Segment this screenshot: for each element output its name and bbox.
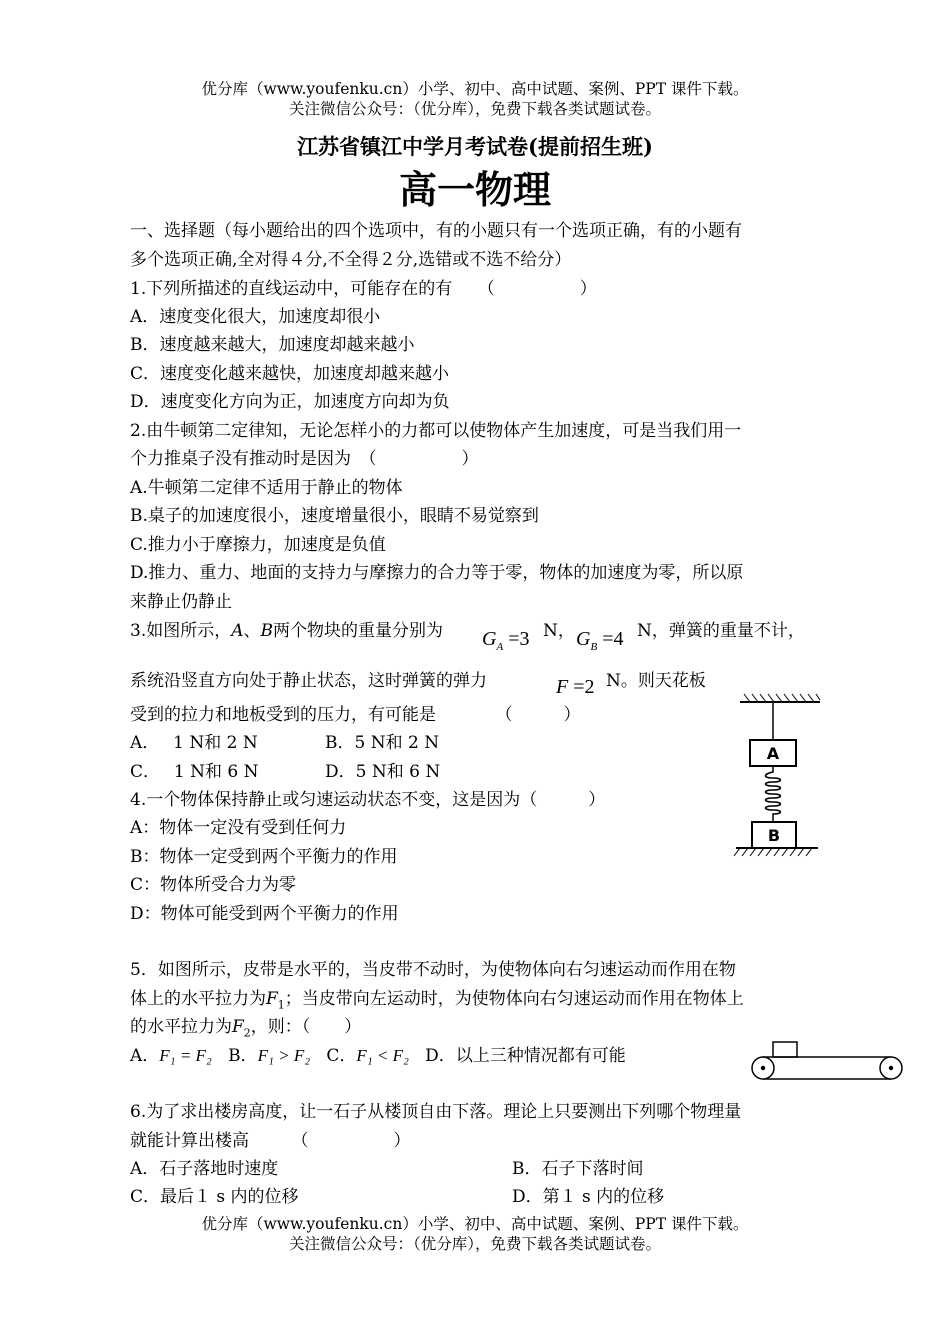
exam-subject: 高一物理 <box>398 167 551 212</box>
q3-gb-formula <box>576 627 623 659</box>
q5-option-c-expr: F₁ < F₂ <box>356 1046 409 1065</box>
exam-title: 江苏省镇江中学月考试卷(提前招生班) <box>297 134 653 159</box>
q2-stem-line1: 2.由牛顿第二定律知，无论怎样小的力都可以使物体产生加速度，可是当我们用一 <box>130 421 742 441</box>
q4-option-a: A：物体一定没有受到任何力 <box>130 818 347 838</box>
section1-intro-line1: 一、选择题（每小题给出的四个选项中，有的小题只有一个选项正确，有的小题有 <box>130 221 742 241</box>
q3-sep: 、 <box>243 621 261 641</box>
q6-option-a: A．石子落地时速度 <box>130 1159 279 1179</box>
header-line-2: 关注微信公众号：（优分库），免费下载各类试题试卷。 <box>288 100 661 118</box>
q3-f-value: =2 <box>568 676 595 698</box>
q4-option-b: B：物体一定受到两个平衡力的作用 <box>130 847 398 867</box>
q3-unit-2: N，弹簧的重量不计， <box>637 621 805 641</box>
q1-option-d: D．速度变化方向为正，加速度方向却为负 <box>130 392 450 412</box>
q3-option-b: B．5 N和 2 N <box>325 733 440 753</box>
q5-stem-line2-a: 体上的水平拉力为 <box>130 989 266 1009</box>
q5-object <box>773 1042 797 1057</box>
q3-gb-value: =4 <box>597 628 624 650</box>
header-line-1: 优分库（www.youfenku.cn）小学、初中、高中试题、案例、PPT 课件下载。 <box>201 80 749 98</box>
q2-option-a: A.牛顿第二定律不适用于静止的物体 <box>130 478 403 498</box>
q5-stem-line3-b: ，则：（ ） <box>250 1017 362 1037</box>
q1-option-c: C．速度变化越来越快，加速度却越来越小 <box>130 364 450 384</box>
q3-block-a-label: A <box>766 744 780 763</box>
q3-stem-line2-suffix: N。则天花板 <box>606 671 706 691</box>
q1-option-a: A．速度变化很大，加速度却很小 <box>130 307 381 327</box>
q3-block-b-label: B <box>767 826 781 845</box>
q5-stem-line3 <box>130 1016 361 1044</box>
q2-option-d-line2: 来静止仍静止 <box>130 592 232 612</box>
q5-belt-figure <box>745 1038 910 1086</box>
q3-option-a: A． 1 N和 2 N <box>130 733 258 753</box>
q2-option-d-line1: D.推力、重力、地面的支持力与摩擦力的合力等于零，物体的加速度为零，所以原 <box>130 563 744 583</box>
footer-line-2: 关注微信公众号：（优分库），免费下载各类试题试卷。 <box>288 1235 661 1253</box>
q3-ga-value: =3 <box>503 628 530 650</box>
q3-var-a: A <box>231 621 244 641</box>
q5-option-a-label: A． <box>130 1046 160 1066</box>
q3-stem-line2-prefix: 系统沿竖直方向处于静止状态，这时弹簧的弹力 <box>130 671 487 691</box>
section1-intro-line2: 多个选项正确,全对得４分,不全得２分,选错或不选不给分） <box>130 250 572 270</box>
q6-stem-line1: 6.为了求出楼房高度，让一石子从楼顶自由下落。理论上只要测出下列哪个物理量 <box>130 1102 742 1122</box>
q5-stem-line2 <box>130 988 744 1016</box>
q3-ga-symbol: G <box>482 628 497 650</box>
q3-option-c: C． 1 N和 6 N <box>130 762 259 782</box>
q6-option-d: D．第１ s 内的位移 <box>512 1187 665 1207</box>
q5-option-a-expr: F₁ = F₂ <box>159 1046 212 1065</box>
q6-option-b: B．石子下落时间 <box>512 1159 644 1179</box>
q1-stem: 1.下列所描述的直线运动中，可能存在的有 （ ） <box>130 279 597 299</box>
q5-option-c-label: C． <box>326 1046 357 1066</box>
q3-f-symbol: F <box>556 676 569 698</box>
q5-f1-subscript: 1 <box>277 998 285 1012</box>
q1-option-b: B．速度越来越大，加速度却越来越小 <box>130 335 415 355</box>
q2-option-b: B.桌子的加速度很小，速度增量很小，眼睛不易觉察到 <box>130 506 539 526</box>
q5-option-d: D．以上三种情况都有可能 <box>425 1046 626 1066</box>
q5-options <box>130 1045 626 1067</box>
q3-stem-line3: 受到的拉力和地板受到的压力，有可能是 （ ） <box>130 705 581 725</box>
q3-f-formula <box>556 675 595 699</box>
q3-ga-formula <box>482 627 529 659</box>
q3-var-b: B <box>260 621 274 641</box>
q5-stem-line3-a: 的水平拉力为 <box>130 1017 232 1037</box>
q3-option-d: D．5 N和 6 N <box>325 762 441 782</box>
q3-ga-subscript: A <box>496 641 504 653</box>
q5-option-b-label: B． <box>228 1046 258 1066</box>
q4-option-c: C：物体所受合力为零 <box>130 875 297 895</box>
q5-f2-subscript: 2 <box>243 1026 251 1040</box>
q3-stem-line1 <box>130 620 443 642</box>
q3-unit-1: N， <box>543 621 575 641</box>
q5-stem-line2-b: ；当皮带向左运动时，为使物体向右匀速运动而作用在物体上 <box>284 989 744 1009</box>
q3-gb-subscript: B <box>590 641 598 653</box>
q2-stem-line2: 个力推桌子没有推动时是因为 （ ） <box>130 449 479 469</box>
q5-option-b-expr: F₁ > F₂ <box>257 1046 311 1065</box>
q2-option-c: C.推力小于摩擦力，加速度是负值 <box>130 535 386 555</box>
footer-line-1: 优分库（www.youfenku.cn）小学、初中、高中试题、案例、PPT 课件下载。 <box>201 1215 749 1233</box>
q6-stem-line2: 就能计算出楼高 （ ） <box>130 1131 411 1151</box>
q5-stem-line1: 5．如图所示，皮带是水平的，当皮带不动时，为使物体向右匀速运动而作用在物 <box>130 960 736 980</box>
q3-stem-mid: 两个物块的重量分别为 <box>273 621 444 641</box>
q4-option-d: D：物体可能受到两个平衡力的作用 <box>130 904 399 924</box>
q4-stem: 4.一个物体保持静止或匀速运动状态不变，这是因为（ ） <box>130 790 606 810</box>
q6-option-c: C．最后１ s 内的位移 <box>130 1187 299 1207</box>
q3-gb-symbol: G <box>576 628 591 650</box>
q3-spring-figure <box>730 690 830 865</box>
q5-f1-symbol: F <box>266 989 278 1009</box>
q5-f2-symbol: F <box>232 1017 244 1037</box>
q3-stem-prefix: 3.如图所示， <box>130 621 232 641</box>
